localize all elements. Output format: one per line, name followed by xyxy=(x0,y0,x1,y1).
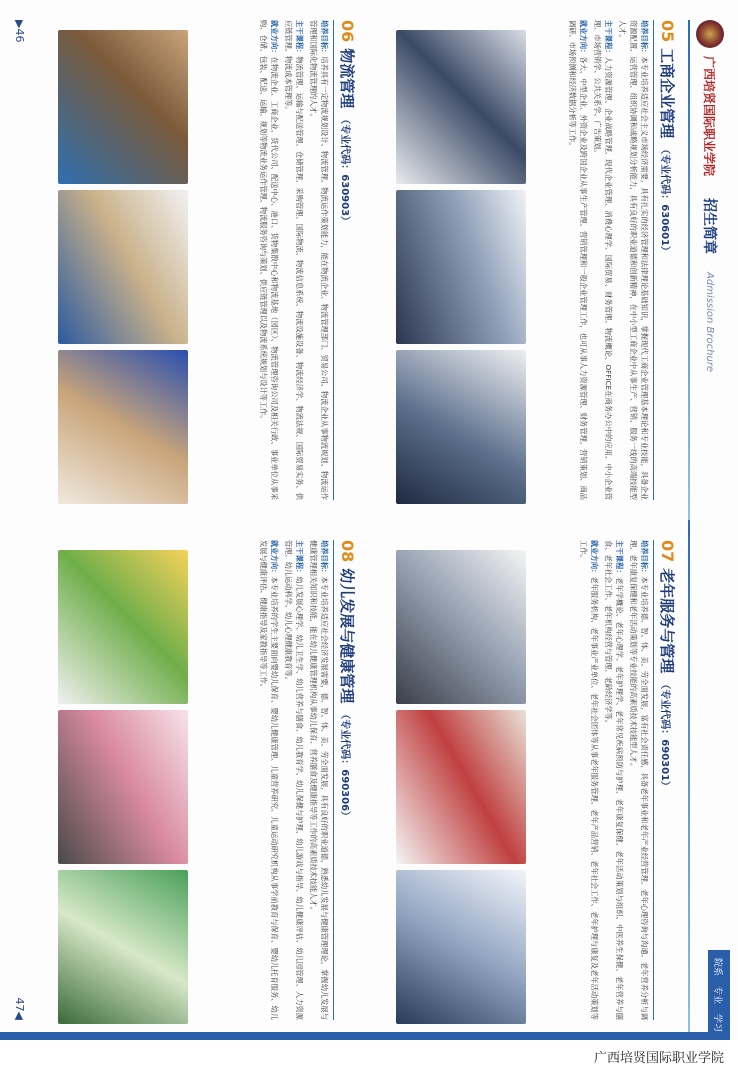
section-name: 工商企业管理 xyxy=(658,48,676,139)
section-code: （专业代码：630601） xyxy=(659,144,670,257)
left-page xyxy=(0,0,738,520)
section-number: 08 xyxy=(338,540,357,563)
section-name: 幼儿发展与健康管理 xyxy=(338,568,356,704)
label: 主干课程： xyxy=(295,540,304,577)
photo xyxy=(396,870,526,1024)
section-number: 06 xyxy=(338,20,357,43)
section-code: （专业代码：690301） xyxy=(659,679,670,792)
photo xyxy=(58,350,188,504)
career-direction xyxy=(578,540,600,1020)
text: 本专业培养的学生主要面向婴幼儿保育、婴幼儿健康管理、儿童营养研究、儿童运动研究机构从事学前教育与保育、婴幼儿托育服务、幼儿发展与健康评估、健康指导及家教指导等工作。 xyxy=(259,540,279,1020)
section-elderly-services xyxy=(578,540,678,1020)
label: 培养目标： xyxy=(640,540,649,577)
career-direction xyxy=(258,540,280,1020)
text: 老年服务机构、老年事业产业单位、老年社会团体等从事老年服务管理、老年产品营销、老年社会工作、老年护理与康复及老年活动策划等工作。 xyxy=(579,540,599,1020)
section-child-development xyxy=(258,540,358,1020)
section-number: 07 xyxy=(658,540,677,563)
section-code: （专业代码：630903） xyxy=(339,114,350,227)
training-goal xyxy=(628,540,650,1020)
section-logistics-management xyxy=(258,20,358,500)
photo xyxy=(396,190,526,344)
photo xyxy=(396,710,526,864)
school-logo-icon xyxy=(696,20,724,48)
section-tabs xyxy=(708,950,730,1040)
photo xyxy=(58,710,188,864)
label: 就业方向： xyxy=(579,20,588,57)
section-photos xyxy=(58,550,188,1024)
section-photos xyxy=(58,30,188,504)
text: 本专业培养适应社会主义市场经济需要，具有扎实的经济管理和法律理论基础知识，掌握现代工商企业管理基本理论和专业技能，具备企业资源配置、运营管理、组织协调和战略规划分析能力，具有良好的职业道德和创新精神，在中小型工商企业中从事生产、营销、服务一线的高端技能型人才。 xyxy=(618,20,649,500)
tab-study: 学习 xyxy=(712,1013,723,1032)
text: 在物流企业、工商企业、货代公司、配送中心、港口、货物集散中心和物流基地（园区）、物流管理咨询公司及相关行政、事业单位从事采购、仓储、包装、配送、运输、规划等物流业务运作管理、物流服务咨询与策划、供应链管理以及物流系统规划与设计等工作。 xyxy=(259,20,279,500)
text: 本专业培养德、智、体、美、劳全面发展，富有社会责任感，具备老年事业和老年产业经营管理、老年心理咨询与沟通、老年营养分析与调理、老年康复保健和老年活动策划等专业技能的高素质技术技能型人才。 xyxy=(629,540,649,1020)
right-page xyxy=(0,520,738,1040)
training-goal xyxy=(308,540,330,1020)
label: 主干课程： xyxy=(615,540,624,577)
brochure-subtitle: Admission Brochure xyxy=(704,272,716,373)
page-header xyxy=(690,20,730,372)
side-stripe xyxy=(0,1032,708,1040)
section-title xyxy=(653,540,678,1020)
page-number-right: 47◀ xyxy=(13,997,26,1020)
label: 培养目标： xyxy=(640,20,649,57)
photo xyxy=(58,550,188,704)
main-courses xyxy=(283,20,305,500)
label: 就业方向： xyxy=(270,20,279,57)
header-divider xyxy=(688,20,690,520)
training-goal xyxy=(308,20,330,500)
brochure-title: 招生简章 xyxy=(701,198,717,255)
label: 主干课程： xyxy=(604,20,613,57)
page-number-left: ▶46 xyxy=(13,20,26,43)
text: 物流管理、运输与配送管理、仓储管理、采购管理、国际物流、物流信息系统、物流设施设备、物流经济学、物流法规、国际贸易实务、供应链管理、物流成本管理等。 xyxy=(284,20,304,500)
section-business-management xyxy=(567,20,678,500)
photo xyxy=(58,30,188,184)
main-courses xyxy=(603,540,625,1020)
section-code: （专业代码：690306） xyxy=(339,709,350,822)
text: 培养具有一定物流规划设计、物流管理、物流运作策划能力，能在物流企业、物流管理部门、贸易公司、物流企业从事物流规划、物流运作管理和国际化物流管理的人才。 xyxy=(309,20,329,500)
label: 主干课程： xyxy=(295,20,304,57)
training-goal xyxy=(617,20,650,500)
career-direction xyxy=(258,20,280,500)
header-divider xyxy=(688,520,690,1040)
text: 老年学概论、老年心理学、老年护理学、老年常见疾病预防与护理、老年康复保健、老年活动策划与组织、中医养生保健、老年营养与膳食、老年社会工作、老年机构经营与管理、老龄经济学等。 xyxy=(604,540,624,1020)
photo xyxy=(396,30,526,184)
section-title xyxy=(333,20,358,500)
text: 各大、中型企业、外资企业及跨国企业从事生产管理、营销管理和一般企业管理工作，也可从事人力资源管理、财务管理、营销策划、商品调研、市场预测和经济数据分析等工作。 xyxy=(568,20,588,500)
text: 幼儿发展心理学、幼儿卫生学、幼儿营养与膳食、幼儿教育学、幼儿保健与护理、幼儿游戏与指导、幼儿健康评估、幼儿园管理、人力资源管理、幼儿运动科学、幼儿心理健康教育等。 xyxy=(284,540,304,1020)
section-title xyxy=(333,540,358,1020)
label: 培养目标： xyxy=(320,20,329,57)
career-direction xyxy=(567,20,589,500)
tab-faculty: 院系 xyxy=(712,957,723,976)
section-title xyxy=(653,20,678,500)
photo xyxy=(396,350,526,504)
main-courses xyxy=(592,20,614,500)
section-name: 物流管理 xyxy=(338,48,356,109)
photo xyxy=(58,190,188,344)
watermark-caption: 广西培贤国际职业学院 xyxy=(593,1051,724,1066)
section-photos xyxy=(396,30,526,504)
main-courses xyxy=(283,540,305,1020)
label: 培养目标： xyxy=(320,540,329,577)
section-number: 05 xyxy=(658,20,677,43)
section-name: 老年服务与管理 xyxy=(658,568,676,674)
text: 人力资源管理、企业战略管理、现代企业管理、消费心理学、国际贸易、财务管理、物流概论、OFFICE在商务办公中的应用、中小企业管理、市场营销学、公共关系学、广告策划。 xyxy=(593,20,613,500)
label: 就业方向： xyxy=(270,540,279,577)
photo xyxy=(58,870,188,1024)
photo xyxy=(396,550,526,704)
section-photos xyxy=(396,550,526,1024)
text: 本专业培养适应社会经济发展需要，德、智、体、美、劳全面发展，具有良好的职业道德，熟悉幼儿发展与健康管理理论，掌握幼儿发展与健康管理相关知识和技能，能在幼儿健康管理机构从事幼儿保育、营养膳食及健康指导等工作的高素质技术技能人才。 xyxy=(309,540,329,1020)
school-name: 广西培贤国际职业学院 xyxy=(702,56,717,177)
tab-major: 专业 xyxy=(712,985,723,1004)
label: 就业方向： xyxy=(590,540,599,577)
